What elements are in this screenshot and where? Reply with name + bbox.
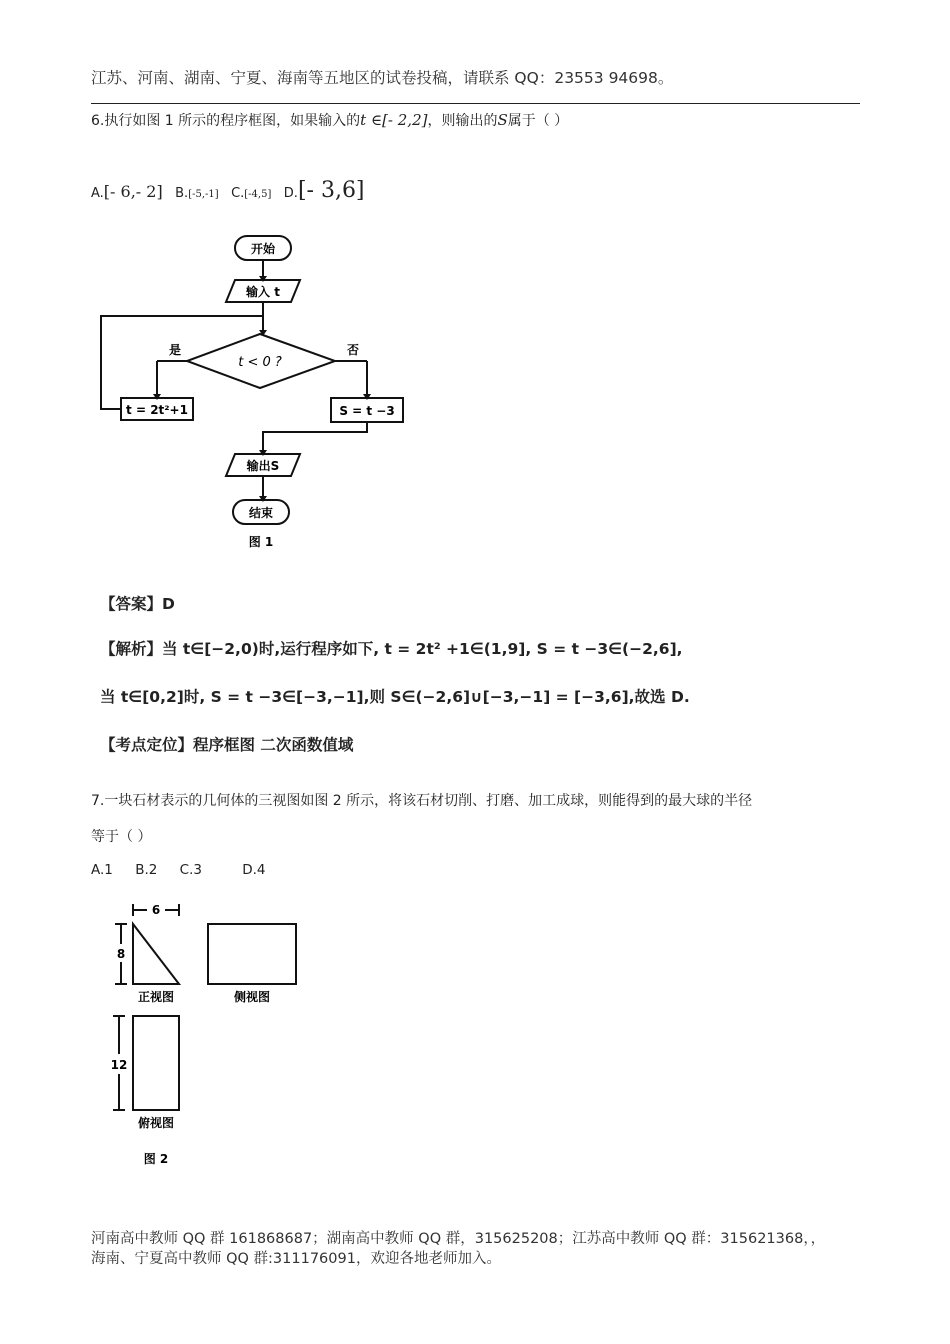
flowchart-yes-process-label: t = 2t²+1 bbox=[126, 403, 188, 417]
q6-options bbox=[91, 178, 365, 203]
q6-input-condition: t ∈[- 2,2] bbox=[360, 111, 428, 129]
q7-option-c: C.3 bbox=[179, 862, 202, 878]
dim-bottom-left-label: 12 bbox=[110, 1058, 128, 1072]
q6-suffix: 属于（ ） bbox=[507, 113, 569, 129]
q6-option-d-label: D. bbox=[283, 186, 298, 201]
q7-options bbox=[91, 862, 284, 878]
flowchart-figure-1 bbox=[95, 228, 415, 558]
q6-option-a-value: [- 6,- 2] bbox=[103, 182, 163, 201]
q7-line1: 7.一块石材表示的几何体的三视图如图 2 所示，将该石材切削、打磨、加工成球，则能得到的最大球的半径 bbox=[91, 793, 753, 809]
footer-line1: 河南高中教师 QQ 群 161868687；湖南高中教师 QQ 群，315625208；江苏高中教师 QQ 群：315621368，， bbox=[91, 1231, 826, 1247]
q6-option-b-value: [-5,-1] bbox=[188, 189, 219, 200]
q6-option-c-value: [-4,5] bbox=[244, 189, 272, 200]
q6-var-s: S bbox=[497, 111, 508, 129]
flowchart-start-label: 开始 bbox=[250, 242, 276, 256]
dim-left-label: 8 bbox=[116, 947, 126, 961]
flowchart-decision-label: t < 0 ? bbox=[238, 355, 282, 370]
header-divider bbox=[91, 103, 860, 104]
three-views-figure-2 bbox=[105, 900, 315, 1175]
top-view-label: 俯视图 bbox=[137, 1116, 175, 1130]
flowchart-no-label: 否 bbox=[346, 343, 360, 357]
q6-analysis-line1: 【解析】当 t∈[−2,0)时,运行程序如下, t = 2t² +1∈(1,9], S = t −3∈(−2,6], bbox=[100, 640, 683, 658]
q6-option-a-label: A. bbox=[91, 186, 104, 201]
side-view-rectangle bbox=[208, 924, 296, 984]
side-view-label: 侧视图 bbox=[233, 990, 271, 1004]
front-view-triangle bbox=[133, 924, 179, 984]
top-view-rectangle bbox=[133, 1016, 179, 1110]
q6-option-c-label: C. bbox=[231, 186, 245, 201]
q6-analysis-line2: 当 t∈[0,2]时, S = t −3∈[−3,−1],则 S∈(−2,6]∪[−3,−1] = [−3,6],故选 D. bbox=[100, 688, 690, 706]
q7-option-b: B.2 bbox=[135, 862, 158, 878]
flowchart-yes-label: 是 bbox=[168, 343, 182, 357]
flowchart-input-label: 输入 t bbox=[246, 285, 280, 299]
q6-option-b-label: B. bbox=[175, 186, 189, 201]
dim-top-label: 6 bbox=[151, 903, 161, 917]
question-6 bbox=[91, 110, 568, 131]
q6-middle: ，则输出的 bbox=[427, 113, 498, 129]
figure-2-caption: 图 2 bbox=[143, 1152, 169, 1166]
q6-option-d-value: [- 3,6] bbox=[297, 178, 365, 203]
flowchart-caption: 图 1 bbox=[248, 535, 274, 549]
q6-knowledge-point: 【考点定位】程序框图 二次函数值域 bbox=[100, 736, 354, 754]
q7-line2: 等于（ ） bbox=[91, 829, 152, 845]
q6-answer: 【答案】D bbox=[100, 595, 175, 613]
flowchart-no-process-label: S = t −3 bbox=[339, 404, 395, 418]
flowchart-output-label: 输出S bbox=[246, 459, 280, 473]
header-notice: 江苏、河南、湖南、宁夏、海南等五地区的试卷投稿，请联系 QQ：23553 94698。 bbox=[91, 69, 674, 87]
front-view-label: 正视图 bbox=[137, 990, 175, 1004]
q7-option-d: D.4 bbox=[242, 862, 266, 878]
q6-prefix: 6.执行如图 1 所示的程序框图，如果输入的 bbox=[91, 113, 361, 129]
flowchart-end-label: 结束 bbox=[248, 506, 274, 520]
footer-line2: 海南、宁夏高中教师 QQ 群:311176091，欢迎各地老师加入。 bbox=[91, 1251, 501, 1267]
q7-option-a: A.1 bbox=[91, 862, 113, 878]
